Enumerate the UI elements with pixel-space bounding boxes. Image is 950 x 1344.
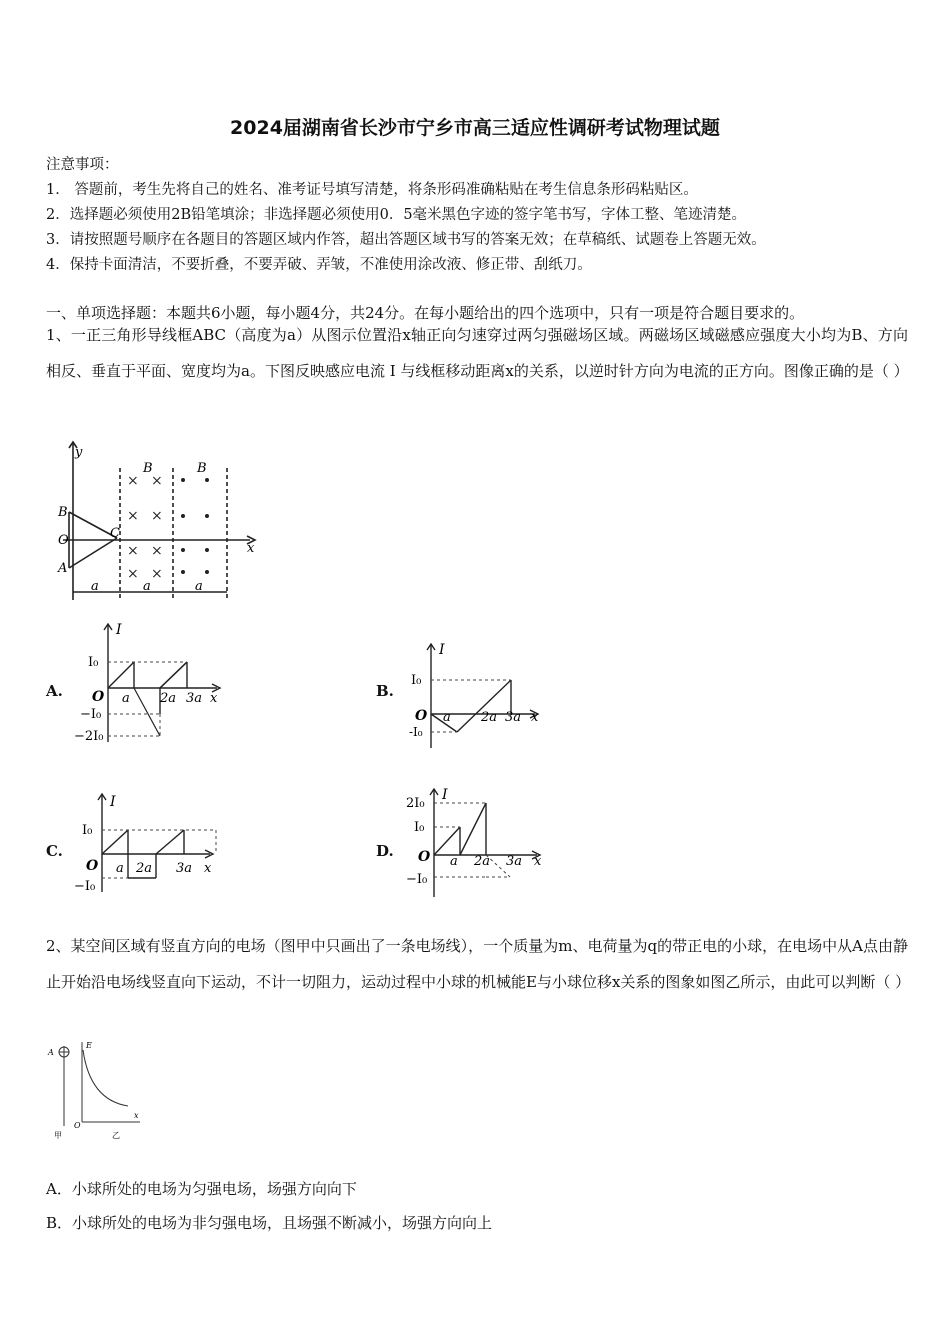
fig-dim-a3: a <box>195 579 203 594</box>
option-b-graph[interactable] <box>405 640 555 750</box>
page-title: 2024届湖南省长沙市宁乡市高三适应性调研考试物理试题 <box>230 117 720 139</box>
section-heading: 一、单项选择题：本题共6小题，每小题4分，共24分。在每小题给出的四个选项中，只有一项是符合题目要求的。 <box>46 304 805 322</box>
svg-text:×: × <box>151 543 163 559</box>
fig-dim-a2: a <box>143 579 151 594</box>
graph-a-3a: 3a <box>186 691 203 706</box>
q2-yi-label: 乙 <box>112 1131 120 1140</box>
question-1-text: 1、一正三角形导线框ABC（高度为a）从图示位置沿x轴正向匀速穿过两匀强磁场区域。两磁场区域磁感应强度大小均为B、方向相反、垂直于平面、宽度均为a。下图反映感应电流 I 与线框移动距离x的关系，以逆时针方向为电流的正方向。图像正确的是（ ） <box>46 326 909 380</box>
graph-b-I: I <box>439 642 445 658</box>
graph-c-2a: 2a <box>136 861 153 876</box>
graph-d-3a: 3a <box>506 854 523 869</box>
svg-text:×: × <box>127 566 139 582</box>
option-d-graph[interactable] <box>402 785 552 900</box>
graph-d-a: a <box>450 854 458 869</box>
graph-b-I0: I₀ <box>411 673 422 688</box>
q2-option-b[interactable]: B．小球所处的电场为非匀强电场，且场强不断减小，场强方向向上 <box>46 1214 493 1232</box>
svg-text:×: × <box>151 473 163 489</box>
graph-d-I0: I₀ <box>414 820 425 835</box>
svg-text:×: × <box>151 508 163 524</box>
q2-E-label: E <box>86 1041 92 1050</box>
q1-field-figure <box>55 440 265 605</box>
svg-text:×: × <box>127 508 139 524</box>
q2-figures <box>44 1038 154 1143</box>
graph-b-3a: 3a <box>505 710 522 725</box>
fig-y-label: y <box>75 445 83 460</box>
graph-a-mI0: −I₀ <box>80 707 102 722</box>
notice-item: 1． 答题前，考生先将自己的姓名、准考证号填写清楚，将条形码准确粘贴在考生信息条形码粘贴区。 <box>46 182 698 198</box>
graph-d-mI0: −I₀ <box>406 872 428 887</box>
graph-c-3a: 3a <box>176 861 193 876</box>
svg-text:×: × <box>127 473 139 489</box>
graph-d-I: I <box>442 787 448 803</box>
graph-c-a: a <box>116 861 124 876</box>
graph-b-2a: 2a <box>481 710 498 725</box>
svg-text:×: × <box>127 543 139 559</box>
graph-a-a: a <box>122 691 130 706</box>
graph-d-x: x <box>534 854 542 869</box>
q2-O-label: O <box>74 1121 81 1130</box>
notice-item: 2．选择题必须使用2B铅笔填涂；非选择题必须使用0．5毫米黑色字迹的签字笔书写，字体工整、笔迹清楚。 <box>46 207 747 223</box>
graph-a-m2I0: −2I₀ <box>74 729 104 744</box>
notice-item: 4．保持卡面清洁，不要折叠，不要弄破、弄皱，不准使用涂改液、修正带、刮纸刀。 <box>46 257 592 273</box>
option-a-label[interactable]: A. <box>46 682 63 700</box>
fig-dim-a1: a <box>91 579 99 594</box>
graph-a-x: x <box>210 691 218 706</box>
graph-b-mI0: -I₀ <box>409 725 423 739</box>
svg-text:×: × <box>151 566 163 582</box>
option-d-label[interactable]: D. <box>376 842 394 860</box>
graph-c-x: x <box>204 861 212 876</box>
q2-jia-label: 甲 <box>54 1131 62 1140</box>
fig-O-label: O <box>58 533 69 548</box>
q2-option-a[interactable]: A．小球所处的电场为匀强电场，场强方向向下 <box>46 1180 357 1198</box>
graph-c-I: I <box>110 794 116 810</box>
graph-d-2I0: 2I₀ <box>406 796 425 811</box>
graph-a-O: O <box>92 689 105 705</box>
fig-field-B1: B <box>143 461 153 476</box>
fig-x-label: x <box>247 541 255 556</box>
fig-A-label: A <box>58 561 68 576</box>
graph-c-mI0: −I₀ <box>74 879 96 894</box>
graph-d-O: O <box>418 849 431 865</box>
graph-b-a: a <box>443 710 451 725</box>
notice-item: 3．请按照题号顺序在各题目的答题区域内作答，超出答题区域书写的答案无效；在草稿纸、试题卷上答题无效。 <box>46 232 766 248</box>
q2-A-label: A <box>48 1048 54 1057</box>
option-a-graph[interactable] <box>72 620 232 745</box>
fig-field-B2: B <box>197 461 207 476</box>
notice-heading: 注意事项： <box>46 157 119 173</box>
question-2-text: 2、某空间区域有竖直方向的电场（图甲中只画出了一条电场线），一个质量为m、电荷量为q的带正电的小球，在电场中从A点由静止开始沿电场线竖直向下运动，不计一切阻力，运动过程中小球的机械能E与小球位移x关系的图象如图乙所示，由此可以判断（ ） <box>46 937 911 991</box>
graph-b-O: O <box>415 708 428 724</box>
graph-d-2a: 2a <box>474 854 491 869</box>
graph-a-I: I <box>116 622 122 638</box>
option-b-label[interactable]: B. <box>376 682 394 700</box>
graph-a-2a: 2a <box>160 691 177 706</box>
graph-b-x: x <box>531 710 539 725</box>
q2-x-label: x <box>134 1111 139 1120</box>
option-c-graph[interactable] <box>72 790 232 895</box>
graph-c-I0: I₀ <box>82 823 93 838</box>
graph-a-I0: I₀ <box>88 655 99 670</box>
option-c-label[interactable]: C. <box>46 842 63 860</box>
fig-B-label: B <box>58 505 68 520</box>
fig-C-label: C <box>110 526 120 541</box>
graph-c-O: O <box>86 858 99 874</box>
